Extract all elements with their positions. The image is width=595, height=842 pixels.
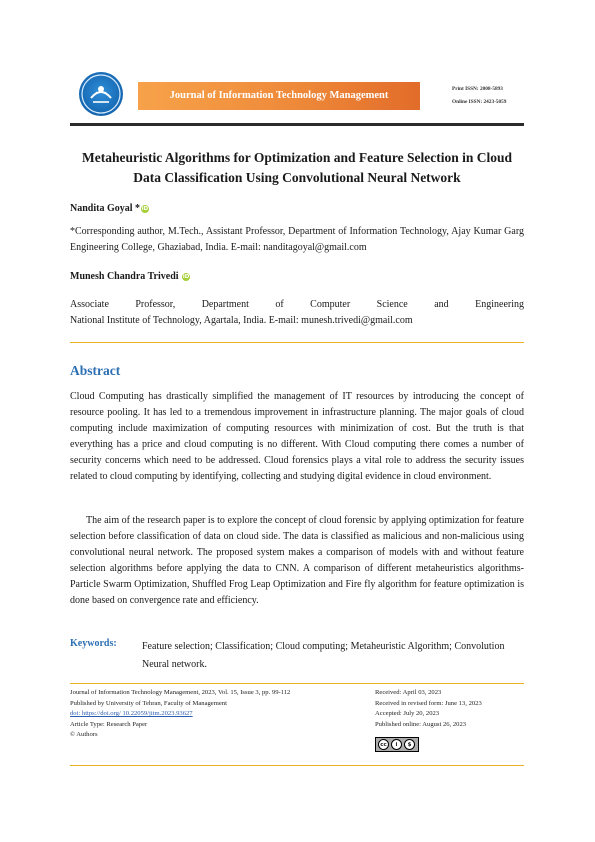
nc-icon: $ — [404, 739, 415, 750]
copyright: © Authors — [70, 731, 98, 738]
journal-banner: Journal of Information Technology Management — [138, 82, 420, 110]
author-1 — [70, 203, 149, 214]
university-logo-icon — [79, 72, 123, 116]
received-date: Received: April 03, 2023 — [375, 689, 442, 696]
print-issn: Print ISSN: 2008-5893 — [452, 86, 503, 92]
abstract-heading: Abstract — [70, 363, 121, 378]
publication-info — [70, 688, 360, 741]
revised-date: Received in revised form: June 13, 2023 — [375, 699, 482, 707]
abstract-paragraph-1: Cloud Computing has drastically simplified the management of IT resources by introducing the concept of resource pooling. It has led to a tremendous improvement in infrastructure planning. The major goals of cloud computing include maximization of computing resources with minimization of cost. But the truth is that everything has a price and cloud computing is no different. With Cloud computing there comes a number of security concerns which need to be addressed. Cloud forensics plays a vital role to address the security issues related to cloud computing by identifying, collecting and studying digital evidence in cloud environment. — [70, 391, 524, 482]
orcid-icon[interactable]: iD — [141, 206, 149, 212]
title-line-2: Data Classification Using Convolutional Neural Network — [133, 170, 461, 185]
title-line-1: Metaheuristic Algorithms for Optimization and Feature Selection in Cloud — [82, 150, 512, 165]
publisher: Published by University of Tehran, Faculty of Management — [70, 699, 227, 707]
section-divider — [70, 342, 524, 343]
author-1-affiliation: *Corresponding author, M.Tech., Assistant Professor, Department of Information Technology, Ajay Kumar Garg Engineering College, Ghaziabad, India. E-mail: nanditagoyal@gmail.com — [70, 226, 524, 253]
keywords-label: Keywords: — [70, 638, 117, 649]
author-2 — [70, 271, 190, 282]
online-issn: Online ISSN: 2423-5059 — [452, 99, 507, 105]
keywords-text: Feature selection; Classification; Cloud computing; Metaheuristic Algorithm; Convolution Neural network. — [142, 641, 505, 670]
section-divider — [70, 765, 524, 766]
doi-link[interactable]: doi: https://doi.org/ 10.22059/jitm.2023.93627 — [70, 710, 193, 717]
orcid-icon[interactable]: iD — [182, 274, 190, 280]
author-2-affiliation — [70, 297, 524, 329]
accepted-date: Accepted: July 20, 2023 — [375, 710, 440, 717]
header-divider — [70, 123, 524, 126]
cc-license-icon[interactable] — [375, 737, 419, 752]
citation: Journal of Information Technology Management, 2023, Vol. 15, Issue 3, pp. 99-112 — [70, 689, 291, 696]
author-2-affiliation-line-1: Associate Professor, Department of Computer Science and Engineering — [70, 299, 524, 310]
author-2-affiliation-line-2: National Institute of Technology, Agartala, India. E-mail: munesh.trivedi@gmail.com — [70, 315, 413, 326]
cc-icon: cc — [378, 739, 389, 750]
abstract-paragraph-2: The aim of the research paper is to explore the concept of cloud forensic by applying optimization for feature selection before classification of data on cloud side. The data is classified as malicious and non-malicious using convolutional neural network. The proposed system makes a comparison of models with and without feature selection algorithms before applying the data to CNN. A comparison of different metaheuristics algorithms- Particle Swarm Optimization, Shuffled Frog Leap Optimization and Fire fly algorithm for feature optimization is done based on convergence rate and efficiency. — [70, 515, 524, 606]
article-type: Article Type: Research Paper — [70, 720, 148, 728]
publication-dates — [375, 688, 525, 730]
author-2-name: Munesh Chandra Trivedi — [70, 271, 179, 282]
published-date: Published online: August 26, 2023 — [375, 720, 467, 728]
by-icon: i — [391, 739, 402, 750]
section-divider — [70, 683, 524, 684]
paper-title — [70, 148, 524, 188]
author-1-name: Nandita Goyal * — [70, 203, 141, 214]
